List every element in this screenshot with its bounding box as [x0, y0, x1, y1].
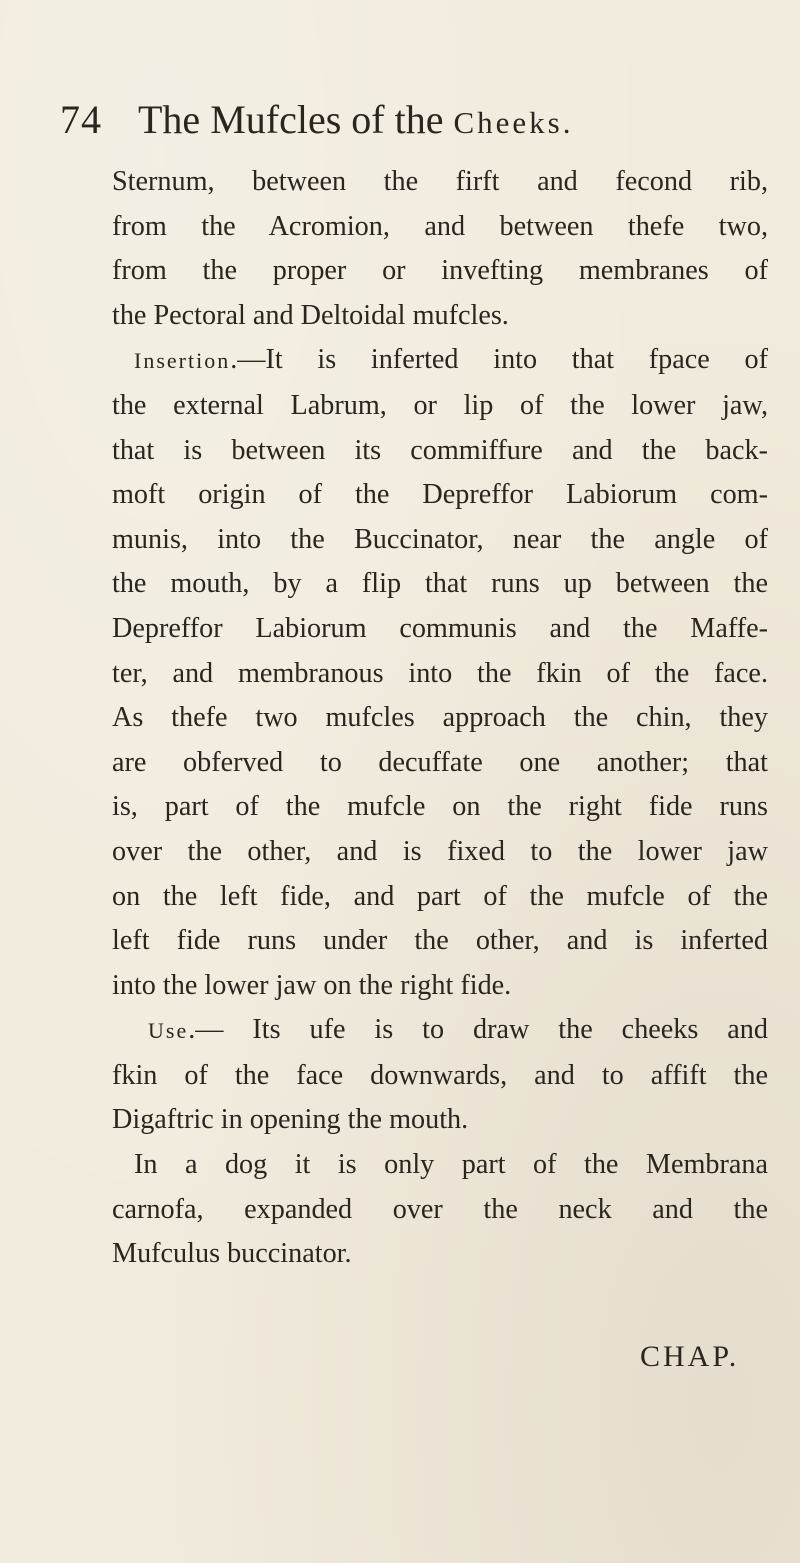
body-text — [112, 160, 768, 1277]
page-number: 74 — [60, 97, 102, 142]
catchword: CHAP. — [640, 1340, 740, 1373]
text-line: over the other, and is fixed to the lower jaw — [112, 835, 768, 867]
text-line: the external Labrum, or lip of the lower jaw, — [112, 389, 768, 421]
text-line: from the Acromion, and between thefe two, — [112, 210, 768, 242]
text-line: on the left fide, and part of the mufcle of the — [112, 880, 768, 912]
text-line: Mufculus buccinator. — [112, 1238, 352, 1270]
text-line: into the lower jaw on the right fide. — [112, 969, 512, 1001]
text-line: carnofa, expanded over the neck and the — [112, 1193, 768, 1225]
running-title — [138, 96, 573, 143]
text-line: ter, and membranous into the fkin of the face. — [112, 657, 768, 689]
text-line: Sternum, between the firft and fecond rib, — [112, 166, 768, 197]
running-title-main: The Mufcles of the — [138, 97, 454, 142]
text-line: left fide runs under the other, and is inferted — [112, 925, 768, 957]
use-label: Use — [148, 1018, 189, 1044]
running-header — [0, 78, 800, 142]
text-line: that is between its commiffure and the back- — [112, 434, 768, 466]
text-line: are obferved to decuffate one another; that — [112, 746, 768, 778]
insertion-label: Insertion — [134, 348, 231, 374]
text-line: the Pectoral and Deltoidal mufcles. — [112, 299, 509, 331]
text-line: As thefe two mufcles approach the chin, they — [112, 702, 768, 734]
text-line: from the proper or invefting membranes of — [112, 255, 768, 287]
text-line-rest: .— Its ufe is to draw the cheeks and — [188, 1014, 768, 1046]
text-line: In a dog it is only part of the Membrana — [134, 1149, 768, 1181]
use-paragraph-start — [112, 1008, 768, 1054]
text-line: fkin of the face downwards, and to affift the — [112, 1059, 768, 1091]
text-line: Digaftric in opening the mouth. — [112, 1104, 469, 1136]
text-line-rest: .—It is inferted into that fpace of — [230, 344, 768, 376]
text-line: Depreffor Labiorum communis and the Maffe- — [112, 612, 768, 644]
text-line: the mouth, by a flip that runs up between the — [112, 568, 768, 600]
text-line: munis, into the Buccinator, near the angle of — [112, 523, 768, 555]
text-line: is, part of the mufcle on the right fide runs — [112, 791, 768, 823]
text-line: moft origin of the Depreffor Labiorum com- — [112, 479, 768, 511]
running-title-smallcaps: Cheeks. — [453, 105, 574, 140]
insertion-paragraph-start — [112, 338, 768, 384]
